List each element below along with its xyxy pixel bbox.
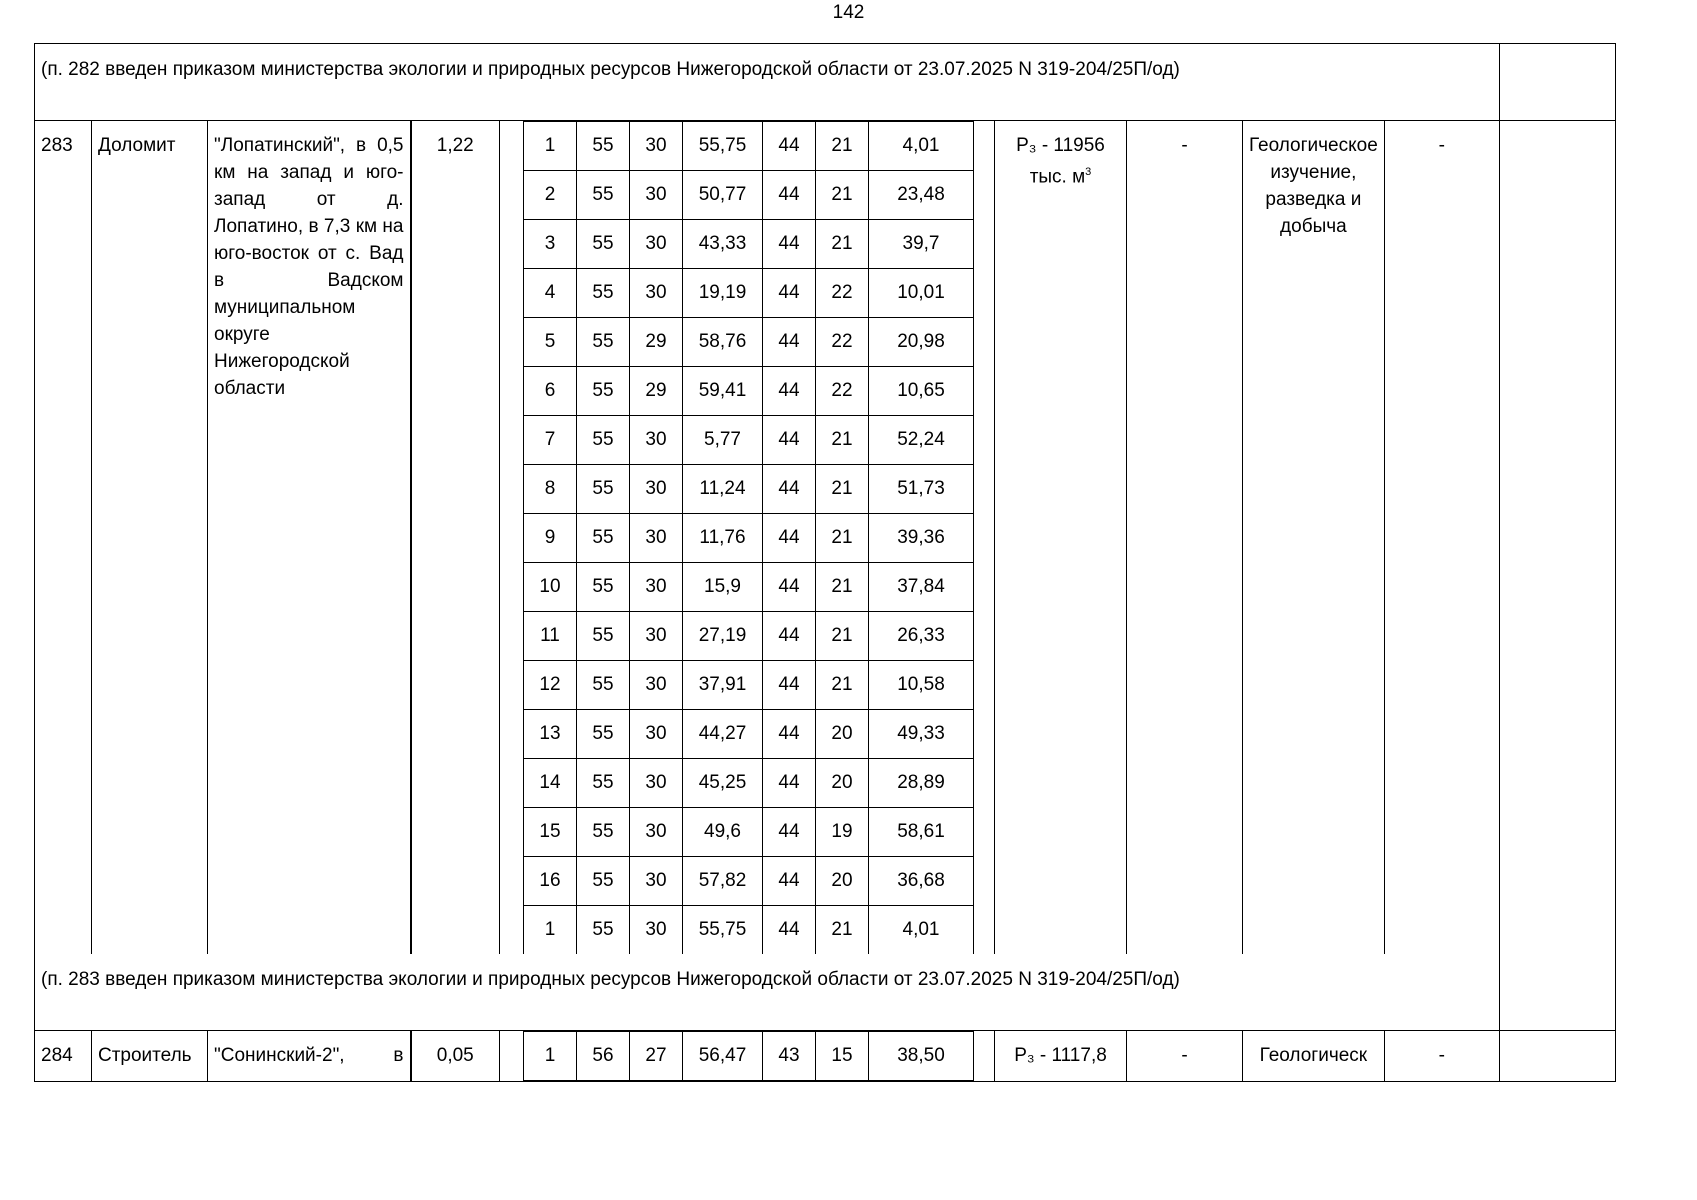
lon-seconds: 23,48	[869, 171, 974, 220]
lat-degrees: 55	[577, 759, 630, 808]
coordinate-row	[524, 857, 974, 906]
lat-seconds: 59,41	[683, 367, 763, 416]
lon-degrees: 44	[763, 808, 816, 857]
lat-degrees: 55	[577, 367, 630, 416]
lon-degrees: 44	[763, 269, 816, 318]
lon-seconds: 58,61	[869, 808, 974, 857]
lon-seconds: 28,89	[869, 759, 974, 808]
point-number: 6	[524, 367, 577, 416]
coordinate-row	[524, 661, 974, 710]
lat-minutes: 30	[630, 220, 683, 269]
lat-seconds: 11,24	[683, 465, 763, 514]
coordinate-row	[524, 612, 974, 661]
mineral-name: Доломит	[92, 121, 208, 955]
lat-minutes: 30	[630, 514, 683, 563]
point-number: 4	[524, 269, 577, 318]
lon-minutes: 20	[816, 759, 869, 808]
coordinate-row	[524, 514, 974, 563]
coordinate-row	[524, 465, 974, 514]
lat-seconds: 55,75	[683, 906, 763, 955]
area-value: 1,22	[411, 121, 500, 955]
coordinates-cell	[500, 121, 995, 955]
lat-minutes: 30	[630, 710, 683, 759]
lat-degrees: 55	[577, 906, 630, 955]
lat-degrees: 55	[577, 710, 630, 759]
lon-seconds: 26,33	[869, 612, 974, 661]
lon-degrees: 44	[763, 171, 816, 220]
lat-degrees: 55	[577, 661, 630, 710]
lat-seconds: 44,27	[683, 710, 763, 759]
lon-degrees: 44	[763, 514, 816, 563]
site-description: "Лопатинский", в 0,5 км на запад и юго-запад от д. Лопатино, в 7,3 км на юго-восток от с. Вад в Вадском муниципальном округе Нижегородской области	[208, 121, 411, 955]
note-row-282	[35, 44, 1616, 121]
lat-seconds: 43,33	[683, 220, 763, 269]
lat-degrees: 55	[577, 612, 630, 661]
lat-minutes: 30	[630, 563, 683, 612]
lon-seconds: 39,7	[869, 220, 974, 269]
coordinate-row	[524, 220, 974, 269]
dash-cell: -	[1127, 1030, 1243, 1081]
lon-degrees: 44	[763, 759, 816, 808]
lat-seconds: 37,91	[683, 661, 763, 710]
lon-degrees: 44	[763, 416, 816, 465]
dash-cell: -	[1384, 1030, 1499, 1081]
coordinates-table	[523, 121, 974, 954]
lon-minutes: 22	[816, 367, 869, 416]
coordinate-row	[524, 759, 974, 808]
coordinate-row	[524, 906, 974, 955]
lon-minutes: 20	[816, 857, 869, 906]
point-number: 15	[524, 808, 577, 857]
lat-seconds: 15,9	[683, 563, 763, 612]
lat-degrees: 55	[577, 318, 630, 367]
extra-column-cell	[1499, 1030, 1615, 1081]
lon-minutes: 15	[816, 1031, 869, 1080]
point-number: 7	[524, 416, 577, 465]
purpose-value: Геологическ	[1243, 1030, 1385, 1081]
lat-minutes: 30	[630, 416, 683, 465]
lon-minutes: 21	[816, 563, 869, 612]
point-number: 1	[524, 1031, 577, 1080]
lon-degrees: 44	[763, 661, 816, 710]
lon-minutes: 20	[816, 710, 869, 759]
point-number: 16	[524, 857, 577, 906]
lat-seconds: 49,6	[683, 808, 763, 857]
area-value: 0,05	[411, 1030, 500, 1081]
extra-column-cell	[1499, 121, 1615, 955]
lon-degrees: 44	[763, 318, 816, 367]
item-number: 284	[35, 1030, 92, 1081]
coordinate-row	[524, 710, 974, 759]
lon-minutes: 21	[816, 661, 869, 710]
coordinates-cell	[500, 1030, 995, 1081]
point-number: 8	[524, 465, 577, 514]
lon-degrees: 44	[763, 857, 816, 906]
lat-degrees: 55	[577, 808, 630, 857]
item-number: 283	[35, 121, 92, 955]
lat-degrees: 55	[577, 465, 630, 514]
lat-seconds: 45,25	[683, 759, 763, 808]
lat-seconds: 50,77	[683, 171, 763, 220]
lat-minutes: 30	[630, 122, 683, 171]
lat-minutes: 30	[630, 269, 683, 318]
resources-text: P₃ - 11956 тыс. м	[1016, 135, 1105, 188]
point-number: 1	[524, 906, 577, 955]
lon-minutes: 21	[816, 612, 869, 661]
lon-seconds: 38,50	[869, 1031, 974, 1080]
point-number: 3	[524, 220, 577, 269]
dash-cell: -	[1127, 121, 1243, 955]
lon-minutes: 21	[816, 171, 869, 220]
lon-seconds: 4,01	[869, 906, 974, 955]
point-number: 10	[524, 563, 577, 612]
lat-seconds: 5,77	[683, 416, 763, 465]
lon-seconds: 10,58	[869, 661, 974, 710]
lat-minutes: 30	[630, 465, 683, 514]
registry-row-283	[35, 121, 1616, 955]
lon-seconds: 20,98	[869, 318, 974, 367]
lon-minutes: 21	[816, 122, 869, 171]
lon-seconds: 51,73	[869, 465, 974, 514]
lat-seconds: 57,82	[683, 857, 763, 906]
lat-degrees: 56	[577, 1031, 630, 1080]
coordinate-row	[524, 171, 974, 220]
coordinate-row	[524, 416, 974, 465]
lat-degrees: 55	[577, 171, 630, 220]
lat-degrees: 55	[577, 122, 630, 171]
lon-seconds: 49,33	[869, 710, 974, 759]
coordinate-row	[524, 808, 974, 857]
coordinate-row	[524, 367, 974, 416]
purpose-value: Геологическое изучение, разведка и добыча	[1243, 121, 1385, 955]
lat-minutes: 29	[630, 367, 683, 416]
resources-value	[995, 121, 1127, 955]
coordinate-row	[524, 1031, 974, 1080]
lat-seconds: 11,76	[683, 514, 763, 563]
lon-seconds: 37,84	[869, 563, 974, 612]
lat-seconds: 19,19	[683, 269, 763, 318]
mineral-name: Строитель	[92, 1030, 208, 1081]
lat-minutes: 30	[630, 906, 683, 955]
lat-degrees: 55	[577, 269, 630, 318]
coordinates-table	[523, 1031, 974, 1081]
lat-seconds: 27,19	[683, 612, 763, 661]
lat-degrees: 55	[577, 563, 630, 612]
coordinate-row	[524, 122, 974, 171]
lon-minutes: 21	[816, 416, 869, 465]
lon-seconds: 52,24	[869, 416, 974, 465]
lon-seconds: 10,65	[869, 367, 974, 416]
point-number: 11	[524, 612, 577, 661]
lat-degrees: 55	[577, 416, 630, 465]
registry-table	[34, 43, 1616, 1082]
lon-degrees: 44	[763, 122, 816, 171]
lat-minutes: 30	[630, 759, 683, 808]
lon-minutes: 21	[816, 514, 869, 563]
lon-minutes: 21	[816, 465, 869, 514]
lon-seconds: 36,68	[869, 857, 974, 906]
lat-minutes: 30	[630, 661, 683, 710]
lat-minutes: 30	[630, 612, 683, 661]
lat-degrees: 55	[577, 514, 630, 563]
lat-minutes: 30	[630, 171, 683, 220]
coordinate-row	[524, 563, 974, 612]
lon-minutes: 19	[816, 808, 869, 857]
lat-minutes: 30	[630, 857, 683, 906]
lon-degrees: 43	[763, 1031, 816, 1080]
extra-column-cell	[1499, 44, 1615, 121]
note-row-283	[35, 954, 1616, 1030]
point-number: 12	[524, 661, 577, 710]
dash-cell: -	[1384, 121, 1499, 955]
point-number: 9	[524, 514, 577, 563]
coordinate-row	[524, 269, 974, 318]
lon-seconds: 39,36	[869, 514, 974, 563]
lat-degrees: 55	[577, 857, 630, 906]
lon-minutes: 22	[816, 269, 869, 318]
lat-minutes: 29	[630, 318, 683, 367]
lon-degrees: 44	[763, 465, 816, 514]
lon-degrees: 44	[763, 612, 816, 661]
extra-column-cell	[1499, 954, 1615, 1030]
lon-degrees: 44	[763, 906, 816, 955]
lat-minutes: 27	[630, 1031, 683, 1080]
registry-row-284	[35, 1030, 1616, 1081]
lon-minutes: 21	[816, 220, 869, 269]
lon-minutes: 21	[816, 906, 869, 955]
resources-value: P₃ - 1117,8	[995, 1030, 1127, 1081]
lon-seconds: 4,01	[869, 122, 974, 171]
page-number: 142	[832, 2, 865, 23]
lon-degrees: 44	[763, 710, 816, 759]
amendment-note-283: (п. 283 введен приказом министерства экологии и природных ресурсов Нижегородской области от 23.07.2025 N 319-204/25П/од)	[35, 954, 1500, 1030]
lat-minutes: 30	[630, 808, 683, 857]
lat-degrees: 55	[577, 220, 630, 269]
lon-minutes: 22	[816, 318, 869, 367]
lon-degrees: 44	[763, 563, 816, 612]
lat-seconds: 58,76	[683, 318, 763, 367]
lon-seconds: 10,01	[869, 269, 974, 318]
resources-unit-exponent: 3	[1085, 166, 1092, 178]
coordinate-row	[524, 318, 974, 367]
point-number: 13	[524, 710, 577, 759]
lon-degrees: 44	[763, 220, 816, 269]
lat-seconds: 56,47	[683, 1031, 763, 1080]
site-description: "Сонинский-2", в	[208, 1030, 411, 1081]
lat-seconds: 55,75	[683, 122, 763, 171]
point-number: 1	[524, 122, 577, 171]
lon-degrees: 44	[763, 367, 816, 416]
point-number: 2	[524, 171, 577, 220]
point-number: 14	[524, 759, 577, 808]
amendment-note-282: (п. 282 введен приказом министерства экологии и природных ресурсов Нижегородской области от 23.07.2025 N 319-204/25П/од)	[35, 44, 1500, 121]
point-number: 5	[524, 318, 577, 367]
